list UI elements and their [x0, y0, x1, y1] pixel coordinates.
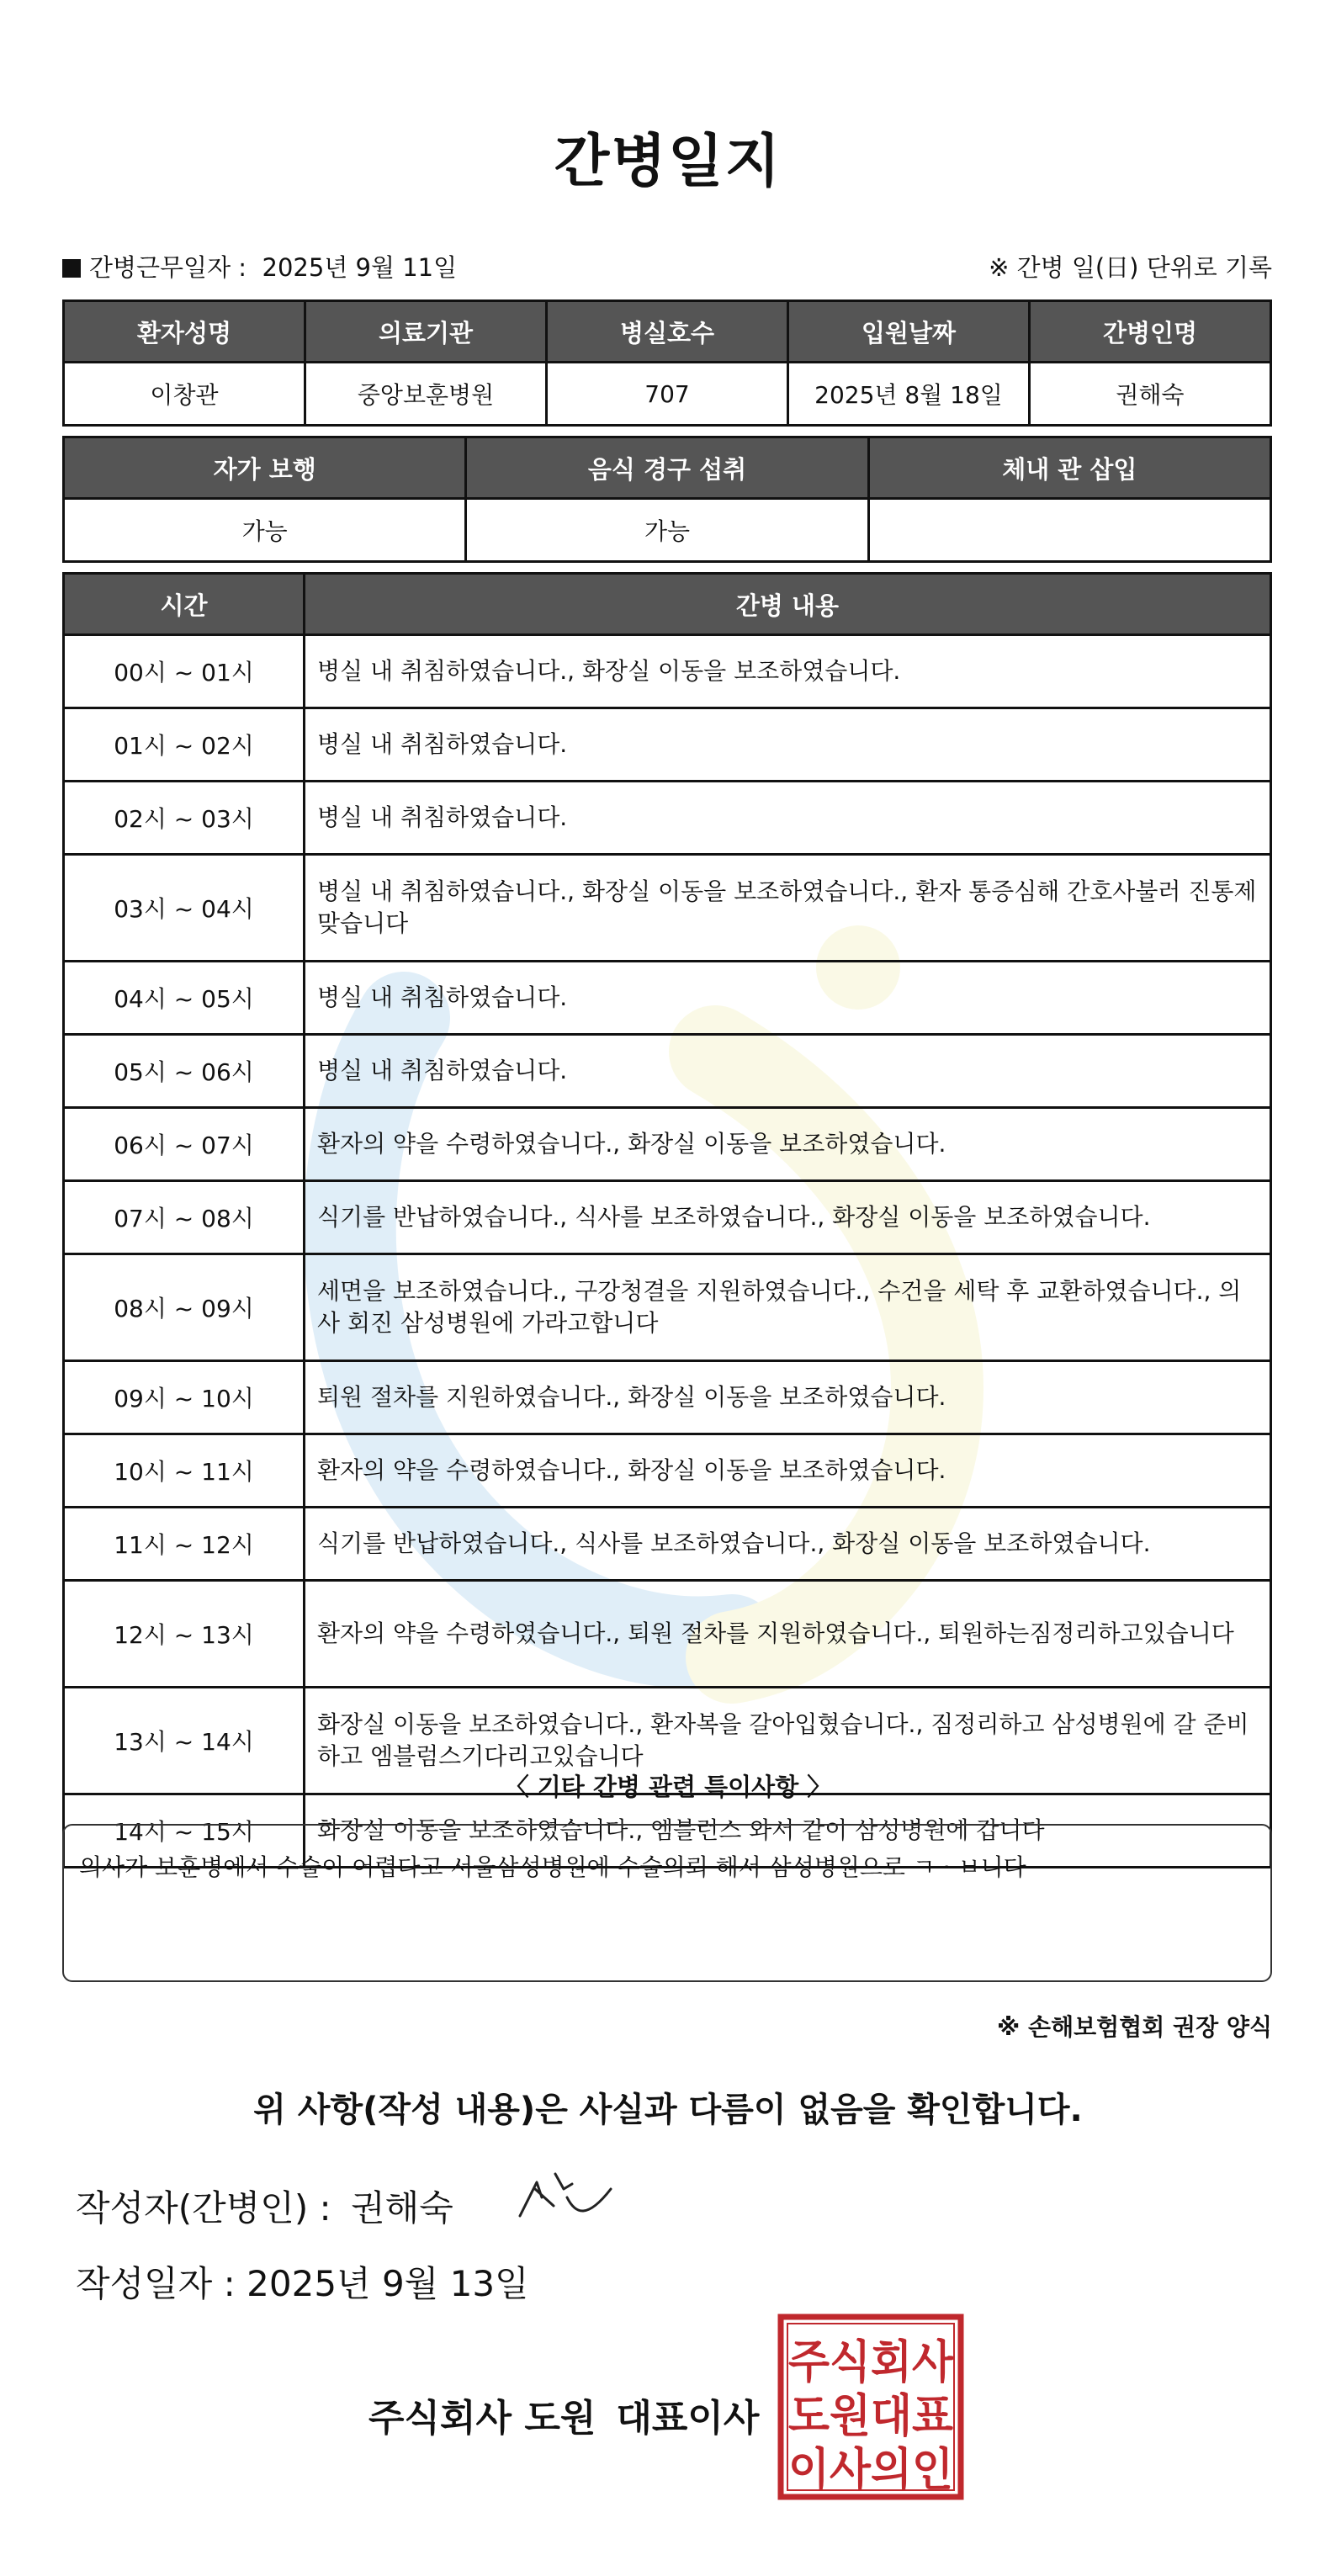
seal-line-1: 주식회사 [788, 2335, 954, 2388]
page-title: 간병일지 [554, 129, 782, 195]
log-time: 11시 ~ 12시 [64, 1508, 305, 1581]
log-row [64, 1361, 1271, 1434]
ability-table [62, 436, 1272, 563]
write-date-label: 작성일자 : [76, 2263, 236, 2304]
log-time: 05시 ~ 06시 [64, 1035, 305, 1108]
care-log-table [62, 572, 1272, 1868]
log-time: 07시 ~ 08시 [64, 1181, 305, 1254]
header-tube-insertion: 체내 관 삽입 [868, 437, 1270, 499]
log-content: 병실 내 취침하였습니다. [305, 962, 1271, 1035]
seal-line-2: 도원대표 [788, 2389, 953, 2442]
company-name: 주식회사 도원 [368, 2397, 596, 2440]
log-content: 세면을 보조하였습니다., 구강청결을 지원하였습니다., 수건을 세탁 후 교환하였습니다., 의사 회진 삼성병원에 가라고합니다 [305, 1254, 1271, 1361]
work-date-line [62, 249, 1272, 286]
log-content: 환자의 약을 수령하였습니다., 화장실 이동을 보조하였습니다. [305, 1108, 1271, 1181]
signature [512, 2164, 621, 2231]
writer-line [76, 2181, 453, 2231]
log-row [64, 1434, 1271, 1508]
log-content: 병실 내 취침하였습니다. [305, 708, 1271, 782]
special-notes-title: 〈 기타 간병 관련 특이사항 〉 [504, 1773, 832, 1801]
log-time: 01시 ~ 02시 [64, 708, 305, 782]
hospital-name: 중앙보훈병원 [305, 363, 547, 426]
work-date [62, 249, 457, 284]
patient-value-row [64, 363, 1271, 426]
log-time: 09시 ~ 10시 [64, 1361, 305, 1434]
log-content: 병실 내 취침하였습니다., 화장실 이동을 보조하였습니다., 환자 통증심해 간호사불러 진통제맞습니다 [305, 855, 1271, 962]
special-notes-text: 의사가 보훈병에서 수술이 어렵다고 서울삼성병원에 수술의뢰 해서 삼성병원으로 ㄱ · ㅂ니다 [79, 1853, 1026, 1881]
log-content: 화장실 이동을 보조하였습니다., 엠블런스 와서 같이 삼성병원에 갑니다 [305, 1794, 1271, 1868]
work-date-label: 간병근무일자 : [89, 253, 247, 282]
log-time: 14시 ~ 15시 [64, 1794, 305, 1868]
log-row [64, 1108, 1271, 1181]
company-seal [777, 2314, 964, 2500]
ceo-title: 대표이사 [616, 2397, 760, 2440]
log-row [64, 635, 1271, 708]
log-content: 화장실 이동을 보조하였습니다., 환자복을 갈아입혔습니다., 짐정리하고 삼성병원에 갈 준비하고 엠블럼스기다리고있습니다 [305, 1688, 1271, 1794]
log-time: 13시 ~ 14시 [64, 1688, 305, 1794]
log-content: 병실 내 취침하였습니다. [305, 1035, 1271, 1108]
write-date-line [76, 2256, 529, 2307]
writer-name: 권해숙 [351, 2187, 453, 2229]
caregiver-name: 권해숙 [1030, 363, 1271, 426]
log-content: 식기를 반납하였습니다., 식사를 보조하였습니다., 화장실 이동을 보조하였습니다. [305, 1181, 1271, 1254]
log-time: 04시 ~ 05시 [64, 962, 305, 1035]
header-oral-intake: 음식 경구 섭취 [466, 437, 868, 499]
header-room: 병실호수 [547, 301, 788, 363]
log-header-row [64, 574, 1271, 635]
log-row [64, 1581, 1271, 1688]
log-row [64, 855, 1271, 962]
log-row [64, 1181, 1271, 1254]
log-row [64, 708, 1271, 782]
log-time: 08시 ~ 09시 [64, 1254, 305, 1361]
header-time: 시간 [64, 574, 305, 635]
header-caregiver: 간병인명 [1030, 301, 1271, 363]
self-walking-value: 가능 [64, 499, 466, 562]
log-row [64, 1254, 1271, 1361]
room-number: 707 [547, 363, 788, 426]
log-content: 병실 내 취침하였습니다. [305, 782, 1271, 855]
writer-label: 작성자(간병인) : [76, 2187, 331, 2229]
log-content: 퇴원 절차를 지원하였습니다., 화장실 이동을 보조하였습니다. [305, 1361, 1271, 1434]
log-time: 02시 ~ 03시 [64, 782, 305, 855]
patient-header-row [64, 301, 1271, 363]
seal-line-3: 이사의인 [788, 2443, 953, 2496]
log-content: 병실 내 취침하였습니다., 화장실 이동을 보조하였습니다. [305, 635, 1271, 708]
log-content: 환자의 약을 수령하였습니다., 화장실 이동을 보조하였습니다. [305, 1434, 1271, 1508]
header-hospital: 의료기관 [305, 301, 547, 363]
oral-intake-value: 가능 [466, 499, 868, 562]
ability-header-row [64, 437, 1271, 499]
header-content: 간병 내용 [305, 574, 1271, 635]
tube-insertion-value [868, 499, 1270, 562]
patient-info-table [62, 299, 1272, 427]
log-row [64, 782, 1271, 855]
unit-note: ※ 간병 일(日) 단위로 기록 [989, 253, 1272, 282]
square-bullet-icon [62, 259, 81, 278]
log-content: 식기를 반납하였습니다., 식사를 보조하였습니다., 화장실 이동을 보조하였습니다. [305, 1508, 1271, 1581]
log-row [64, 1035, 1271, 1108]
header-patient-name: 환자성명 [64, 301, 305, 363]
log-time: 03시 ~ 04시 [64, 855, 305, 962]
recommend-note: ※ 손해보험협회 권장 양식 [997, 2013, 1272, 2041]
log-row [64, 1508, 1271, 1581]
log-time: 00시 ~ 01시 [64, 635, 305, 708]
patient-name: 이창관 [64, 363, 305, 426]
log-time: 10시 ~ 11시 [64, 1434, 305, 1508]
company-signature-line [368, 2388, 759, 2441]
log-time: 06시 ~ 07시 [64, 1108, 305, 1181]
log-time: 12시 ~ 13시 [64, 1581, 305, 1688]
special-notes-box [62, 1824, 1272, 1982]
log-row [64, 962, 1271, 1035]
ability-value-row [64, 499, 1271, 562]
confirmation-statement: 위 사항(작성 내용)은 사실과 다름이 없음을 확인합니다. [253, 2091, 1083, 2129]
admission-date: 2025년 8월 18일 [788, 363, 1030, 426]
header-admission-date: 입원날짜 [788, 301, 1030, 363]
log-content: 환자의 약을 수령하였습니다., 퇴원 절차를 지원하였습니다., 퇴원하는짐정리하고있습니다 [305, 1581, 1271, 1688]
header-self-walking: 자가 보행 [64, 437, 466, 499]
work-date-value: 2025년 9월 11일 [262, 253, 458, 282]
write-date-value: 2025년 9월 13일 [247, 2263, 529, 2304]
